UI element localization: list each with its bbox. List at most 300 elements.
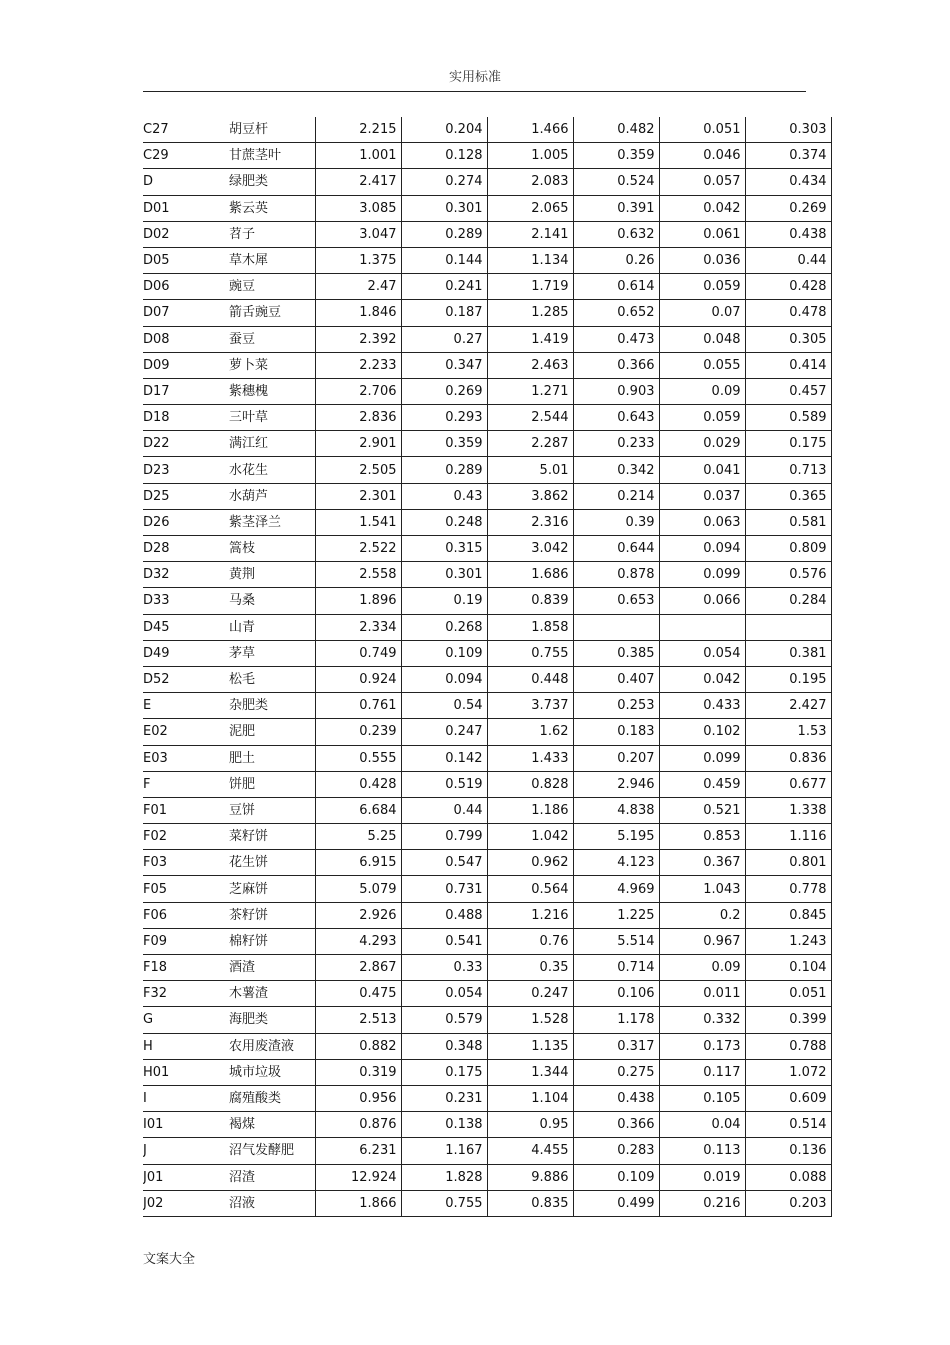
table-row	[143, 405, 831, 431]
value-cell: 0.332	[659, 1007, 745, 1033]
value-cell: 0.576	[745, 562, 831, 588]
value-cell: 2.083	[487, 169, 573, 195]
code-cell: F01	[143, 797, 229, 823]
value-cell: 0.448	[487, 666, 573, 692]
value-cell: 0.239	[315, 719, 401, 745]
value-cell: 2.558	[315, 562, 401, 588]
value-cell: 0.293	[401, 405, 487, 431]
value-cell: 0.2	[659, 902, 745, 928]
name-cell: 苕子	[229, 221, 315, 247]
value-cell: 0.713	[745, 457, 831, 483]
value-cell: 1.042	[487, 824, 573, 850]
name-cell: 紫茎泽兰	[229, 509, 315, 535]
value-cell: 0.473	[573, 326, 659, 352]
name-cell: 酒渣	[229, 955, 315, 981]
name-cell: 豌豆	[229, 274, 315, 300]
value-cell: 1.858	[487, 614, 573, 640]
value-cell: 2.141	[487, 221, 573, 247]
value-cell: 0.26	[573, 247, 659, 273]
value-cell: 3.042	[487, 536, 573, 562]
name-cell: 棉籽饼	[229, 928, 315, 954]
value-cell: 0.105	[659, 1085, 745, 1111]
value-cell: 0.187	[401, 300, 487, 326]
value-cell: 0.102	[659, 719, 745, 745]
name-cell: 菜籽饼	[229, 824, 315, 850]
value-cell: 0.399	[745, 1007, 831, 1033]
value-cell: 0.241	[401, 274, 487, 300]
value-cell: 0.54	[401, 693, 487, 719]
value-cell: 0.142	[401, 745, 487, 771]
value-cell: 0.216	[659, 1190, 745, 1216]
name-cell: 茅草	[229, 640, 315, 666]
value-cell: 0.555	[315, 745, 401, 771]
value-cell: 0.109	[401, 640, 487, 666]
value-cell: 0.801	[745, 850, 831, 876]
value-cell: 0.924	[315, 666, 401, 692]
value-cell: 0.614	[573, 274, 659, 300]
value-cell: 0.457	[745, 378, 831, 404]
code-cell: D06	[143, 274, 229, 300]
value-cell: 5.079	[315, 876, 401, 902]
value-cell: 0.315	[401, 536, 487, 562]
name-cell: 饼肥	[229, 771, 315, 797]
name-cell: 沼液	[229, 1190, 315, 1216]
value-cell: 6.915	[315, 850, 401, 876]
value-cell: 0.019	[659, 1164, 745, 1190]
value-cell: 1.285	[487, 300, 573, 326]
name-cell: 草木犀	[229, 247, 315, 273]
value-cell: 0.268	[401, 614, 487, 640]
name-cell: 豆饼	[229, 797, 315, 823]
value-cell: 0.175	[745, 431, 831, 457]
value-cell: 1.62	[487, 719, 573, 745]
value-cell: 0.644	[573, 536, 659, 562]
value-cell	[659, 614, 745, 640]
table-row	[143, 1033, 831, 1059]
name-cell: 蚕豆	[229, 326, 315, 352]
value-cell: 0.799	[401, 824, 487, 850]
value-cell: 0.269	[745, 195, 831, 221]
code-cell: F02	[143, 824, 229, 850]
table-row	[143, 562, 831, 588]
value-cell: 0.731	[401, 876, 487, 902]
table-row	[143, 981, 831, 1007]
value-cell: 2.316	[487, 509, 573, 535]
value-cell: 0.233	[573, 431, 659, 457]
table-row	[143, 1190, 831, 1216]
code-cell: C27	[143, 117, 229, 143]
value-cell: 0.366	[573, 352, 659, 378]
code-cell: D52	[143, 666, 229, 692]
value-cell: 1.178	[573, 1007, 659, 1033]
name-cell: 箭舌豌豆	[229, 300, 315, 326]
table-row	[143, 274, 831, 300]
value-cell: 0.048	[659, 326, 745, 352]
value-cell: 2.544	[487, 405, 573, 431]
value-cell: 1.686	[487, 562, 573, 588]
name-cell: 沼气发酵肥	[229, 1138, 315, 1164]
value-cell: 0.407	[573, 666, 659, 692]
table-row	[143, 771, 831, 797]
value-cell: 0.117	[659, 1059, 745, 1085]
value-cell: 0.207	[573, 745, 659, 771]
table-row	[143, 1059, 831, 1085]
value-cell: 0.059	[659, 405, 745, 431]
value-cell	[745, 614, 831, 640]
value-cell: 0.414	[745, 352, 831, 378]
value-cell: 0.882	[315, 1033, 401, 1059]
code-cell: D26	[143, 509, 229, 535]
fertilizer-nutrient-table	[143, 117, 832, 1217]
value-cell: 6.684	[315, 797, 401, 823]
value-cell: 0.95	[487, 1112, 573, 1138]
value-cell: 0.317	[573, 1033, 659, 1059]
value-cell: 0.203	[745, 1190, 831, 1216]
value-cell	[573, 614, 659, 640]
value-cell: 0.253	[573, 693, 659, 719]
value-cell: 2.463	[487, 352, 573, 378]
value-cell: 0.564	[487, 876, 573, 902]
value-cell: 0.284	[745, 588, 831, 614]
table-row	[143, 588, 831, 614]
code-cell: F05	[143, 876, 229, 902]
code-cell: D23	[143, 457, 229, 483]
name-cell: 三叶草	[229, 405, 315, 431]
value-cell: 1.135	[487, 1033, 573, 1059]
name-cell: 褐煤	[229, 1112, 315, 1138]
value-cell: 0.088	[745, 1164, 831, 1190]
value-cell: 0.094	[659, 536, 745, 562]
value-cell: 0.366	[573, 1112, 659, 1138]
name-cell: 紫云英	[229, 195, 315, 221]
value-cell: 0.04	[659, 1112, 745, 1138]
value-cell: 2.513	[315, 1007, 401, 1033]
value-cell: 1.828	[401, 1164, 487, 1190]
table-row	[143, 640, 831, 666]
value-cell: 0.063	[659, 509, 745, 535]
value-cell: 0.385	[573, 640, 659, 666]
name-cell: 花生饼	[229, 850, 315, 876]
value-cell: 1.072	[745, 1059, 831, 1085]
value-cell: 0.09	[659, 955, 745, 981]
value-cell: 0.342	[573, 457, 659, 483]
value-cell: 0.359	[401, 431, 487, 457]
table-row	[143, 221, 831, 247]
value-cell: 2.215	[315, 117, 401, 143]
value-cell: 2.233	[315, 352, 401, 378]
value-cell: 0.609	[745, 1085, 831, 1111]
value-cell: 0.046	[659, 143, 745, 169]
table-row	[143, 719, 831, 745]
name-cell: 绿肥类	[229, 169, 315, 195]
value-cell: 0.632	[573, 221, 659, 247]
code-cell: J01	[143, 1164, 229, 1190]
page-footer: 文案大全	[143, 1252, 196, 1267]
value-cell: 1.271	[487, 378, 573, 404]
value-cell: 1.216	[487, 902, 573, 928]
code-cell: D49	[143, 640, 229, 666]
name-cell: 山青	[229, 614, 315, 640]
code-cell: D08	[143, 326, 229, 352]
value-cell: 0.878	[573, 562, 659, 588]
value-cell: 1.53	[745, 719, 831, 745]
name-cell: 沼渣	[229, 1164, 315, 1190]
value-cell: 0.76	[487, 928, 573, 954]
value-cell: 0.319	[315, 1059, 401, 1085]
value-cell: 0.788	[745, 1033, 831, 1059]
table-row	[143, 352, 831, 378]
value-cell: 0.301	[401, 195, 487, 221]
value-cell: 1.344	[487, 1059, 573, 1085]
name-cell: 水葫芦	[229, 483, 315, 509]
code-cell: F18	[143, 955, 229, 981]
name-cell: 泥肥	[229, 719, 315, 745]
table-row	[143, 1007, 831, 1033]
value-cell: 5.25	[315, 824, 401, 850]
value-cell: 1.167	[401, 1138, 487, 1164]
value-cell: 0.144	[401, 247, 487, 273]
value-cell: 0.836	[745, 745, 831, 771]
value-cell: 0.749	[315, 640, 401, 666]
value-cell: 0.289	[401, 457, 487, 483]
name-cell: 胡豆杆	[229, 117, 315, 143]
value-cell: 0.44	[745, 247, 831, 273]
code-cell: D02	[143, 221, 229, 247]
value-cell: 12.924	[315, 1164, 401, 1190]
value-cell: 0.109	[573, 1164, 659, 1190]
value-cell: 0.036	[659, 247, 745, 273]
code-cell: E02	[143, 719, 229, 745]
value-cell: 0.061	[659, 221, 745, 247]
value-cell: 4.969	[573, 876, 659, 902]
value-cell: 0.066	[659, 588, 745, 614]
value-cell: 0.956	[315, 1085, 401, 1111]
value-cell: 0.303	[745, 117, 831, 143]
value-cell: 0.359	[573, 143, 659, 169]
table-row	[143, 536, 831, 562]
name-cell: 紫穗槐	[229, 378, 315, 404]
value-cell: 2.301	[315, 483, 401, 509]
table-row	[143, 509, 831, 535]
value-cell: 0.367	[659, 850, 745, 876]
value-cell: 5.514	[573, 928, 659, 954]
table-row	[143, 876, 831, 902]
value-cell: 0.051	[745, 981, 831, 1007]
code-cell: D09	[143, 352, 229, 378]
table-row	[143, 326, 831, 352]
table-body	[143, 117, 831, 1216]
name-cell: 腐殖酸类	[229, 1085, 315, 1111]
value-cell: 1.186	[487, 797, 573, 823]
table-row	[143, 431, 831, 457]
name-cell: 城市垃圾	[229, 1059, 315, 1085]
table-row	[143, 1112, 831, 1138]
value-cell: 2.505	[315, 457, 401, 483]
value-cell: 0.041	[659, 457, 745, 483]
value-cell: 2.427	[745, 693, 831, 719]
value-cell: 0.051	[659, 117, 745, 143]
table-row	[143, 824, 831, 850]
value-cell: 0.962	[487, 850, 573, 876]
value-cell: 6.231	[315, 1138, 401, 1164]
table-row	[143, 850, 831, 876]
value-cell: 0.499	[573, 1190, 659, 1216]
code-cell: D01	[143, 195, 229, 221]
table-row	[143, 745, 831, 771]
value-cell: 0.519	[401, 771, 487, 797]
value-cell: 0.475	[315, 981, 401, 1007]
value-cell: 0.967	[659, 928, 745, 954]
value-cell: 0.35	[487, 955, 573, 981]
value-cell: 0.27	[401, 326, 487, 352]
value-cell: 0.488	[401, 902, 487, 928]
value-cell: 0.521	[659, 797, 745, 823]
value-cell: 0.042	[659, 666, 745, 692]
table-row	[143, 195, 831, 221]
table-row	[143, 1085, 831, 1111]
value-cell: 1.338	[745, 797, 831, 823]
name-cell: 木薯渣	[229, 981, 315, 1007]
value-cell: 4.838	[573, 797, 659, 823]
value-cell: 0.33	[401, 955, 487, 981]
value-cell: 0.761	[315, 693, 401, 719]
value-cell: 1.466	[487, 117, 573, 143]
value-cell: 0.853	[659, 824, 745, 850]
name-cell: 海肥类	[229, 1007, 315, 1033]
value-cell: 2.392	[315, 326, 401, 352]
name-cell: 黄荆	[229, 562, 315, 588]
value-cell: 0.094	[401, 666, 487, 692]
table-row	[143, 666, 831, 692]
value-cell: 1.005	[487, 143, 573, 169]
value-cell: 0.845	[745, 902, 831, 928]
table-row	[143, 378, 831, 404]
value-cell: 0.231	[401, 1085, 487, 1111]
value-cell: 0.579	[401, 1007, 487, 1033]
value-cell: 0.19	[401, 588, 487, 614]
value-cell: 0.07	[659, 300, 745, 326]
value-cell: 0.301	[401, 562, 487, 588]
value-cell: 1.846	[315, 300, 401, 326]
value-cell: 0.347	[401, 352, 487, 378]
name-cell: 芝麻饼	[229, 876, 315, 902]
value-cell: 0.652	[573, 300, 659, 326]
value-cell: 2.287	[487, 431, 573, 457]
code-cell: F32	[143, 981, 229, 1007]
table-row	[143, 928, 831, 954]
value-cell: 0.037	[659, 483, 745, 509]
value-cell: 0.289	[401, 221, 487, 247]
value-cell: 0.054	[401, 981, 487, 1007]
value-cell: 1.896	[315, 588, 401, 614]
value-cell: 4.293	[315, 928, 401, 954]
value-cell: 0.478	[745, 300, 831, 326]
value-cell: 3.737	[487, 693, 573, 719]
name-cell: 水花生	[229, 457, 315, 483]
value-cell: 5.195	[573, 824, 659, 850]
value-cell: 2.706	[315, 378, 401, 404]
value-cell: 0.433	[659, 693, 745, 719]
code-cell: F03	[143, 850, 229, 876]
code-cell: D	[143, 169, 229, 195]
value-cell: 0.175	[401, 1059, 487, 1085]
value-cell: 1.866	[315, 1190, 401, 1216]
value-cell: 0.128	[401, 143, 487, 169]
value-cell: 1.419	[487, 326, 573, 352]
code-cell: G	[143, 1007, 229, 1033]
value-cell: 0.042	[659, 195, 745, 221]
value-cell: 0.374	[745, 143, 831, 169]
value-cell: 0.438	[573, 1085, 659, 1111]
name-cell: 农用废渣液	[229, 1033, 315, 1059]
value-cell: 0.428	[745, 274, 831, 300]
value-cell: 1.001	[315, 143, 401, 169]
value-cell: 0.057	[659, 169, 745, 195]
value-cell: 0.104	[745, 955, 831, 981]
table-row	[143, 300, 831, 326]
header-rule	[143, 91, 806, 92]
code-cell: D33	[143, 588, 229, 614]
name-cell: 杂肥类	[229, 693, 315, 719]
value-cell: 4.123	[573, 850, 659, 876]
value-cell: 0.541	[401, 928, 487, 954]
value-cell: 0.214	[573, 483, 659, 509]
code-cell: I01	[143, 1112, 229, 1138]
value-cell: 0.43	[401, 483, 487, 509]
value-cell: 0.778	[745, 876, 831, 902]
value-cell: 0.643	[573, 405, 659, 431]
table-row	[143, 143, 831, 169]
value-cell: 9.886	[487, 1164, 573, 1190]
value-cell: 2.946	[573, 771, 659, 797]
code-cell: J02	[143, 1190, 229, 1216]
value-cell: 2.417	[315, 169, 401, 195]
code-cell: H01	[143, 1059, 229, 1085]
value-cell: 1.719	[487, 274, 573, 300]
table-row	[143, 693, 831, 719]
value-cell: 0.755	[401, 1190, 487, 1216]
value-cell: 0.09	[659, 378, 745, 404]
value-cell: 1.375	[315, 247, 401, 273]
table-row	[143, 902, 831, 928]
value-cell: 2.065	[487, 195, 573, 221]
value-cell: 2.901	[315, 431, 401, 457]
value-cell: 0.248	[401, 509, 487, 535]
value-cell: 0.011	[659, 981, 745, 1007]
value-cell: 0.099	[659, 745, 745, 771]
table-row	[143, 483, 831, 509]
value-cell: 0.677	[745, 771, 831, 797]
value-cell: 3.862	[487, 483, 573, 509]
value-cell: 1.104	[487, 1085, 573, 1111]
value-cell: 1.116	[745, 824, 831, 850]
value-cell: 1.528	[487, 1007, 573, 1033]
code-cell: D25	[143, 483, 229, 509]
code-cell: D22	[143, 431, 229, 457]
value-cell: 0.459	[659, 771, 745, 797]
value-cell: 0.173	[659, 1033, 745, 1059]
name-cell: 篙枝	[229, 536, 315, 562]
code-cell: C29	[143, 143, 229, 169]
value-cell: 0.138	[401, 1112, 487, 1138]
table-row	[143, 117, 831, 143]
value-cell: 0.39	[573, 509, 659, 535]
code-cell: D07	[143, 300, 229, 326]
value-cell: 0.438	[745, 221, 831, 247]
value-cell: 0.482	[573, 117, 659, 143]
code-cell: F09	[143, 928, 229, 954]
value-cell: 1.134	[487, 247, 573, 273]
